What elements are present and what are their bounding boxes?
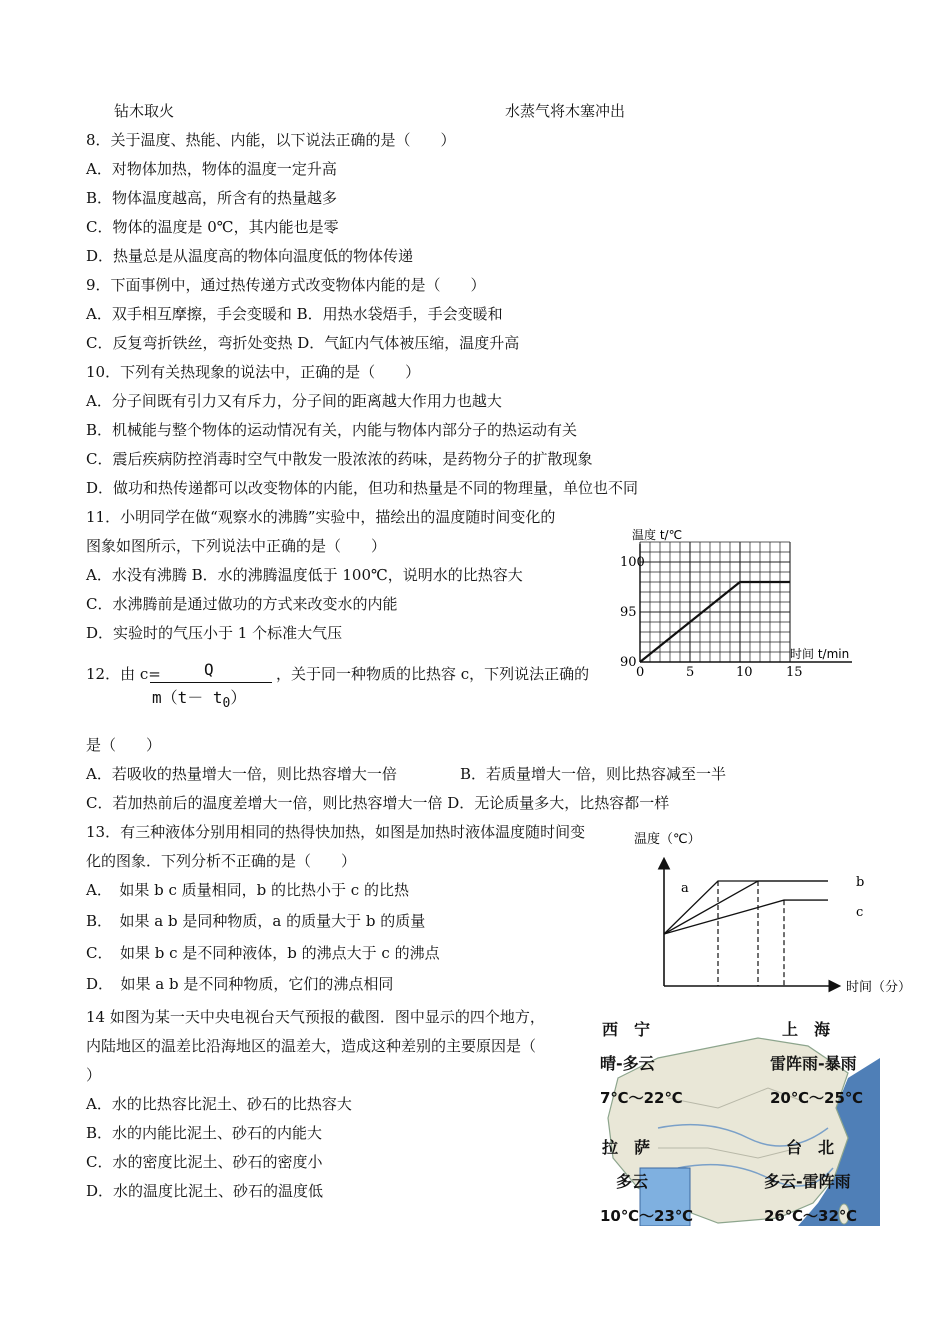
q13-option-b: B． 如果 a b 是同种物质，a 的质量大于 b 的质量 — [86, 912, 426, 930]
q10-option-b: B．机械能与整个物体的运动情况有关，内能与物体内部分子的热运动有关 — [86, 421, 578, 439]
city-shanghai-name: 上 海 — [782, 1020, 831, 1039]
china-map-graphic — [598, 1018, 880, 1226]
denominator-subscript: 0 — [222, 696, 231, 712]
fraction-numerator: Q — [204, 660, 214, 679]
q12-prefix: 12．由 c= — [86, 665, 161, 683]
q10-stem: 10．下列有关热现象的说法中，正确的是（ ） — [86, 363, 421, 381]
q9-option-cd: C．反复弯折铁丝，弯折处变热 D．气缸内气体被压缩，温度升高 — [86, 334, 520, 352]
city-xining-name: 西 宁 — [602, 1020, 651, 1039]
city-taipei-name: 台 北 — [786, 1138, 835, 1157]
caption-drill-fire: 钻木取火 — [114, 102, 175, 120]
q13-option-a: A． 如果 b c 质量相同，b 的比热小于 c 的比热 — [86, 881, 409, 899]
city-shanghai-temp: 20℃～25℃ — [770, 1089, 864, 1107]
curve-c — [664, 900, 828, 934]
q14-stem-line3: ） — [86, 1066, 102, 1084]
weather-map — [598, 1018, 880, 1226]
q11-stem-line1: 11．小明同学在做“观察水的沸腾”实验中，描绘出的温度随时间变化的 — [86, 508, 556, 526]
q10-option-c: C．震后疾病防控消毒时空气中散发一股浓浓的药味，是药物分子的扩散现象 — [86, 450, 593, 468]
q11-option-d: D．实验时的气压小于 1 个标准大气压 — [86, 624, 343, 642]
x-tick-label: 5 — [686, 665, 695, 680]
q11-option-c: C．水沸腾前是通过做功的方式来改变水的内能 — [86, 595, 398, 613]
q8-option-c: C．物体的温度是 0℃，其内能也是零 — [86, 218, 339, 236]
x-tick-label: 0 — [636, 665, 645, 680]
q12-suffix: ，关于同一种物质的比热容 c，下列说法正确的 — [276, 665, 590, 683]
q13-stem-line1: 13．有三种液体分别用相同的热得快加热，如图是加热时液体温度随时间变 — [86, 823, 586, 841]
q11-option-ab: A．水没有沸腾 B．水的沸腾温度低于 100℃，说明水的比热容大 — [86, 566, 523, 584]
city-taipei-temp: 26℃～32℃ — [764, 1207, 858, 1225]
q12-option-a: A．若吸收的热量增大一倍，则比热容增大一倍 — [86, 765, 397, 783]
city-lhasa-name: 拉 萨 — [602, 1138, 651, 1157]
denominator-text: m（t－ t — [152, 688, 223, 707]
y-tick-label: 95 — [620, 605, 637, 620]
chart2-xlabel: 时间（分） — [846, 980, 912, 995]
q14-stem-line1: 14 如图为某一天中央电视台天气预报的截图．图中显示的四个地方， — [86, 1008, 545, 1026]
y-tick-label: 100 — [620, 555, 645, 570]
x-tick-label: 10 — [736, 665, 753, 680]
q13-stem-line2: 化的图象．下列分析不正确的是（ ） — [86, 852, 357, 870]
q8-option-b: B．物体温度越高，所含有的热量越多 — [86, 189, 338, 207]
city-xining-weather: 晴-多云 — [600, 1054, 655, 1073]
q13-option-c: C． 如果 b c 是不同种液体，b 的沸点大于 c 的沸点 — [86, 944, 440, 962]
q12-option-b: B．若质量增大一倍，则比热容减至一半 — [460, 765, 727, 783]
x-tick-label: 15 — [786, 665, 803, 680]
q9-option-ab: A．双手相互摩擦，手会变暖和 B．用热水袋焐手，手会变暖和 — [86, 305, 503, 323]
city-lhasa-weather: 多云 — [616, 1172, 649, 1191]
city-xining-temp: 7℃～22℃ — [600, 1089, 683, 1107]
q10-option-d: D．做功和热传递都可以改变物体的内能，但功和热量是不同的物理量，单位也不同 — [86, 479, 639, 497]
q8-option-a: A．对物体加热，物体的温度一定升高 — [86, 160, 337, 178]
q10-option-a: A．分子间既有引力又有斥力，分子间的距离越大作用力也越大 — [86, 392, 502, 410]
q13-option-d: D． 如果 a b 是不同种物质，它们的沸点相同 — [86, 975, 394, 993]
q14-option-d: D．水的温度比泥土、砂石的温度低 — [86, 1182, 324, 1200]
q9-stem: 9．下面事例中，通过热传递方式改变物体内能的是（ ） — [86, 276, 486, 294]
q8-option-d: D．热量总是从温度高的物体向温度低的物体传递 — [86, 247, 414, 265]
curve-label-c: c — [856, 905, 864, 920]
city-shanghai-weather: 雷阵雨-暴雨 — [770, 1054, 857, 1073]
boiling-temperature-chart — [612, 524, 862, 682]
q14-option-b: B．水的内能比泥土、砂石的内能大 — [86, 1124, 323, 1142]
caption-steam-cork: 水蒸气将木塞冲出 — [505, 102, 626, 120]
q12-stem-line2: 是（ ） — [86, 736, 162, 754]
q14-option-a: A．水的比热容比泥土、砂石的比热容大 — [86, 1095, 352, 1113]
q14-option-c: C．水的密度比泥土、砂石的密度小 — [86, 1153, 323, 1171]
curve-label-a: a — [681, 881, 689, 896]
q8-stem: 8．关于温度、热能、内能，以下说法正确的是（ ） — [86, 131, 456, 149]
q11-stem-line2: 图象如图所示，下列说法中正确的是（ ） — [86, 537, 387, 555]
chart2-ylabel: 温度（℃） — [634, 832, 701, 847]
chart1-xlabel: 时间 t/min — [790, 647, 850, 661]
fraction-denominator — [152, 688, 246, 714]
city-taipei-weather: 多云-雷阵雨 — [764, 1172, 851, 1191]
chart1-ylabel: 温度 t/℃ — [632, 528, 683, 542]
curve-label-b: b — [856, 875, 865, 890]
fraction-bar — [150, 682, 272, 683]
heating-curves-chart — [628, 826, 918, 998]
y-tick-label: 90 — [620, 655, 637, 670]
q14-stem-line2: 内陆地区的温差比沿海地区的温差大，造成这种差别的主要原因是（ — [86, 1037, 537, 1055]
q12-option-cd: C．若加热前后的温度差增大一倍，则比热容增大一倍 D．无论质量多大，比热容都一样 — [86, 794, 670, 812]
city-lhasa-temp: 10℃～23℃ — [600, 1207, 694, 1225]
denominator-close: ） — [230, 688, 247, 707]
